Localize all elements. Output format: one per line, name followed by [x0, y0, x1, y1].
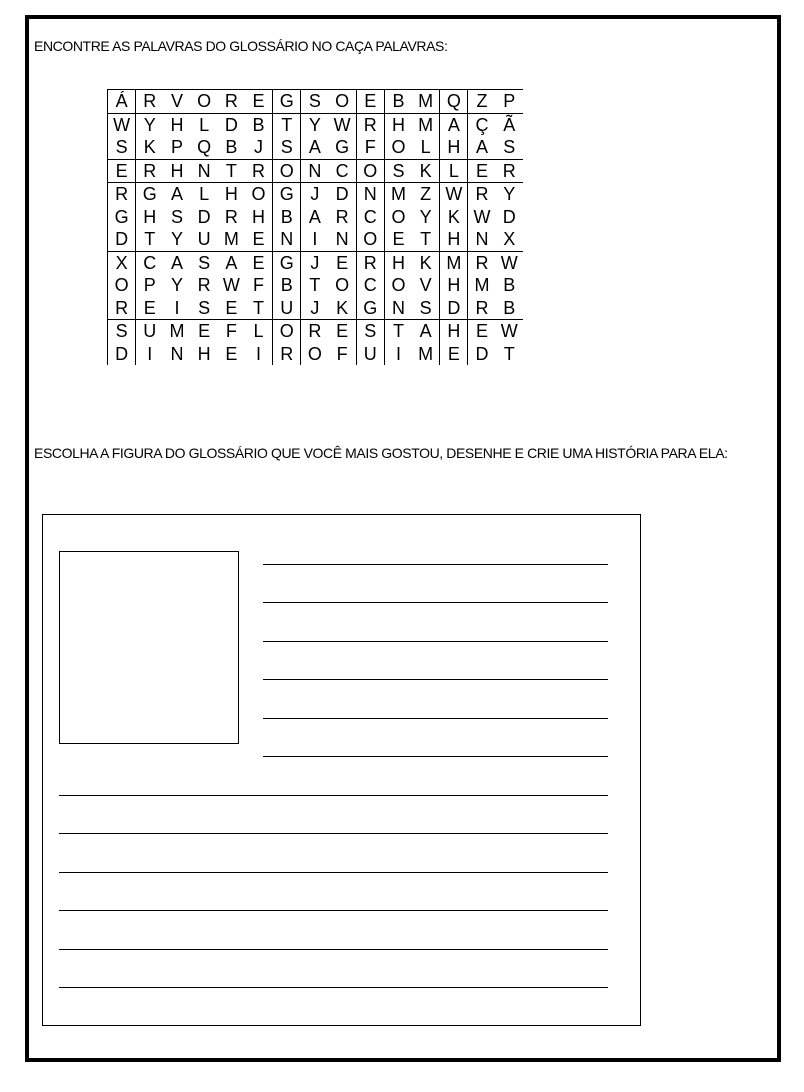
grid-letter[interactable]: R: [108, 297, 136, 320]
grid-letter[interactable]: W: [329, 113, 357, 136]
grid-letter[interactable]: V: [419, 275, 432, 296]
grid-letter[interactable]: D: [502, 206, 516, 227]
grid-letter[interactable]: M: [223, 229, 239, 250]
grid-letter[interactable]: H: [440, 136, 468, 159]
grid-letter[interactable]: E: [191, 320, 218, 343]
grid-letter[interactable]: P: [496, 90, 523, 114]
grid-letter[interactable]: B: [225, 137, 238, 158]
grid-letter[interactable]: E: [329, 251, 357, 274]
grid-letter[interactable]: Y: [170, 229, 183, 250]
grid-letter[interactable]: W: [440, 183, 468, 206]
grid-letter[interactable]: J: [254, 137, 264, 158]
grid-letter[interactable]: H: [440, 320, 468, 343]
grid-letter[interactable]: E: [136, 297, 164, 320]
grid-row: [108, 320, 523, 343]
grid-letter[interactable]: T: [503, 343, 515, 364]
grid-letter[interactable]: M: [412, 113, 440, 136]
grid-letter[interactable]: R: [468, 251, 496, 274]
grid-letter[interactable]: U: [197, 229, 211, 250]
grid-letter[interactable]: F: [356, 136, 384, 159]
grid-letter[interactable]: C: [356, 274, 384, 297]
grid-letter[interactable]: N: [335, 229, 349, 250]
grid-letter[interactable]: M: [163, 320, 190, 343]
grid-letter[interactable]: Q: [440, 90, 468, 114]
grid-row: [108, 274, 523, 297]
writing-line[interactable]: [263, 602, 608, 603]
grid-letter[interactable]: M: [418, 343, 434, 364]
grid-letter[interactable]: R: [136, 159, 164, 183]
grid-letter[interactable]: D: [329, 183, 357, 206]
grid-letter[interactable]: J: [301, 251, 329, 274]
grid-letter[interactable]: L: [440, 159, 468, 183]
grid-letter[interactable]: Á: [108, 90, 136, 114]
grid-letter[interactable]: R: [197, 275, 211, 296]
grid-letter[interactable]: O: [273, 320, 301, 343]
grid-letter[interactable]: F: [218, 320, 245, 343]
grid-letter[interactable]: X: [108, 251, 136, 274]
grid-letter[interactable]: H: [163, 159, 190, 183]
grid-letter[interactable]: W: [222, 275, 240, 296]
grid-letter[interactable]: G: [273, 90, 301, 114]
grid-row: [108, 183, 523, 206]
grid-row: [108, 113, 523, 136]
grid-letter[interactable]: O: [108, 274, 136, 297]
grid-letter[interactable]: O: [301, 343, 329, 366]
grid-letter[interactable]: Ç: [468, 113, 496, 136]
grid-letter[interactable]: A: [218, 251, 245, 274]
grid-letter[interactable]: G: [273, 183, 301, 206]
writing-line[interactable]: [59, 872, 608, 873]
grid-letter[interactable]: H: [440, 228, 468, 251]
grid-letter[interactable]: M: [384, 183, 412, 206]
grid-letter[interactable]: M: [412, 90, 440, 114]
grid-letter[interactable]: S: [170, 206, 183, 227]
writing-line[interactable]: [59, 987, 608, 988]
grid-letter[interactable]: R: [301, 320, 329, 343]
grid-letter[interactable]: S: [384, 159, 412, 183]
grid-letter[interactable]: Y: [170, 275, 183, 296]
writing-line[interactable]: [59, 910, 608, 911]
grid-letter[interactable]: I: [256, 343, 262, 364]
grid-row: [108, 206, 523, 229]
grid-letter[interactable]: J: [301, 297, 329, 320]
grid-letter[interactable]: A: [440, 113, 468, 136]
grid-letter[interactable]: G: [136, 183, 164, 206]
grid-letter[interactable]: T: [136, 228, 164, 251]
grid-letter[interactable]: W: [468, 206, 496, 229]
grid-letter[interactable]: T: [420, 229, 432, 250]
writing-line[interactable]: [263, 756, 608, 757]
grid-letter[interactable]: S: [191, 251, 218, 274]
grid-letter[interactable]: T: [384, 320, 412, 343]
grid-letter[interactable]: O: [356, 159, 384, 183]
grid-letter[interactable]: D: [468, 343, 496, 366]
grid-letter[interactable]: R: [218, 90, 245, 114]
grid-letter[interactable]: R: [245, 159, 273, 183]
grid-letter[interactable]: E: [245, 90, 273, 114]
grid-letter[interactable]: S: [108, 136, 136, 159]
writing-line[interactable]: [263, 679, 608, 680]
grid-letter[interactable]: Z: [468, 90, 496, 114]
grid-letter[interactable]: D: [440, 297, 468, 320]
grid-letter[interactable]: O: [356, 228, 384, 251]
grid-letter[interactable]: A: [163, 251, 190, 274]
grid-letter[interactable]: O: [329, 90, 357, 114]
grid-letter[interactable]: D: [197, 206, 211, 227]
grid-letter[interactable]: B: [503, 297, 516, 318]
grid-letter[interactable]: E: [384, 228, 412, 251]
grid-row: [108, 228, 523, 251]
grid-letter[interactable]: U: [273, 297, 301, 320]
grid-letter[interactable]: E: [108, 159, 136, 183]
grid-letter[interactable]: R: [136, 90, 164, 114]
grid-letter[interactable]: A: [468, 136, 496, 159]
grid-letter[interactable]: X: [503, 229, 516, 250]
grid-letter[interactable]: Y: [301, 113, 329, 136]
grid-row: [108, 90, 523, 114]
grid-letter[interactable]: Q: [197, 137, 212, 158]
grid-letter[interactable]: P: [170, 137, 183, 158]
grid-letter[interactable]: T: [253, 297, 265, 318]
grid-letter[interactable]: F: [253, 275, 265, 296]
grid-letter[interactable]: N: [273, 228, 301, 251]
grid-row: [108, 136, 523, 159]
grid-letter[interactable]: V: [163, 90, 190, 114]
writing-line[interactable]: [59, 949, 608, 950]
grid-letter[interactable]: E: [329, 320, 357, 343]
grid-letter[interactable]: M: [440, 251, 468, 274]
grid-letter[interactable]: A: [301, 136, 329, 159]
grid-letter[interactable]: M: [468, 274, 496, 297]
grid-letter[interactable]: B: [273, 274, 301, 297]
writing-line[interactable]: [59, 795, 608, 796]
grid-letter[interactable]: J: [301, 183, 329, 206]
grid-letter[interactable]: G: [108, 206, 136, 229]
grid-letter[interactable]: L: [191, 183, 218, 206]
grid-letter[interactable]: H: [440, 274, 468, 297]
grid-letter[interactable]: H: [384, 251, 412, 274]
grid-letter[interactable]: W: [108, 113, 136, 136]
grid-letter[interactable]: O: [384, 136, 412, 159]
grid-letter[interactable]: C: [356, 206, 384, 229]
grid-letter[interactable]: N: [170, 343, 184, 364]
grid-letter[interactable]: D: [108, 228, 136, 251]
grid-letter[interactable]: R: [468, 297, 496, 320]
grid-letter[interactable]: Z: [412, 183, 440, 206]
grid-letter[interactable]: R: [224, 206, 238, 227]
grid-letter[interactable]: L: [191, 113, 218, 136]
grid-letter[interactable]: Ã: [496, 113, 523, 136]
grid-letter[interactable]: B: [503, 275, 516, 296]
story-instruction: ESCOLHA A FIGURA DO GLOSSÁRIO QUE VOCÊ MAIS GOSTOU, DESENHE E CRIE UMA HISTÓRIA PARA ELA:: [34, 445, 728, 461]
writing-line[interactable]: [263, 718, 608, 719]
grid-letter[interactable]: Y: [496, 183, 523, 206]
writing-line[interactable]: [59, 833, 608, 834]
grid-letter[interactable]: Y: [419, 206, 432, 227]
grid-letter[interactable]: H: [252, 206, 266, 227]
writing-line[interactable]: [263, 641, 608, 642]
grid-letter[interactable]: E: [252, 229, 265, 250]
grid-letter[interactable]: E: [225, 343, 238, 364]
grid-letter[interactable]: G: [356, 297, 384, 320]
grid-letter[interactable]: G: [273, 251, 301, 274]
grid-letter[interactable]: O: [335, 275, 350, 296]
grid-letter[interactable]: B: [273, 206, 301, 229]
grid-letter[interactable]: N: [301, 159, 329, 183]
grid-letter[interactable]: O: [384, 206, 412, 229]
grid-letter[interactable]: W: [496, 320, 523, 343]
grid-letter[interactable]: S: [419, 297, 432, 318]
grid-letter[interactable]: H: [197, 343, 211, 364]
grid-letter[interactable]: E: [245, 251, 273, 274]
grid-letter[interactable]: K: [136, 136, 164, 159]
grid-letter[interactable]: E: [225, 297, 238, 318]
grid-letter[interactable]: S: [198, 297, 211, 318]
grid-letter[interactable]: T: [301, 274, 329, 297]
grid-letter[interactable]: T: [218, 159, 245, 183]
grid-letter[interactable]: K: [336, 297, 349, 318]
grid-letter[interactable]: R: [468, 183, 496, 206]
grid-letter[interactable]: I: [301, 228, 329, 251]
grid-letter[interactable]: E: [468, 159, 496, 183]
grid-letter[interactable]: L: [420, 137, 431, 158]
grid-letter[interactable]: N: [191, 159, 218, 183]
grid-letter[interactable]: O: [384, 274, 412, 297]
grid-letter[interactable]: K: [412, 159, 440, 183]
grid-row: [108, 297, 523, 320]
grid-letter[interactable]: O: [273, 159, 301, 183]
grid-letter[interactable]: N: [468, 228, 496, 251]
grid-letter[interactable]: B: [245, 113, 273, 136]
word-search-instruction: ENCONTRE AS PALAVRAS DO GLOSSÁRIO NO CAÇA PALAVRAS:: [34, 38, 448, 54]
grid-letter[interactable]: E: [356, 90, 384, 114]
grid-letter[interactable]: A: [163, 183, 190, 206]
grid-letter[interactable]: C: [136, 251, 164, 274]
grid-letter[interactable]: R: [356, 251, 384, 274]
grid-letter[interactable]: S: [273, 136, 301, 159]
grid-letter[interactable]: S: [503, 137, 516, 158]
grid-letter[interactable]: E: [440, 343, 468, 366]
grid-letter[interactable]: F: [336, 343, 348, 364]
grid-letter[interactable]: L: [245, 320, 273, 343]
drawing-frame[interactable]: [59, 551, 239, 744]
grid-letter[interactable]: R: [356, 113, 384, 136]
grid-letter[interactable]: P: [136, 274, 164, 297]
grid-letter[interactable]: A: [301, 206, 329, 229]
grid-letter[interactable]: U: [136, 320, 164, 343]
grid-letter[interactable]: O: [245, 183, 273, 206]
grid-letter[interactable]: O: [191, 90, 218, 114]
grid-letter[interactable]: Y: [136, 113, 164, 136]
grid-letter[interactable]: H: [163, 113, 190, 136]
grid-letter[interactable]: D: [218, 113, 245, 136]
grid-letter[interactable]: W: [496, 251, 523, 274]
grid-letter[interactable]: R: [108, 183, 136, 206]
grid-letter[interactable]: H: [136, 206, 164, 229]
grid-letter[interactable]: T: [273, 113, 301, 136]
grid-row: [108, 159, 523, 183]
grid-letter[interactable]: S: [301, 90, 329, 114]
grid-letter[interactable]: U: [356, 343, 384, 366]
word-search-grid: [107, 89, 523, 365]
grid-letter[interactable]: A: [412, 320, 440, 343]
grid-letter[interactable]: I: [384, 343, 412, 366]
grid-letter[interactable]: E: [468, 320, 496, 343]
grid-letter[interactable]: R: [496, 159, 523, 183]
grid-letter[interactable]: H: [384, 113, 412, 136]
grid-row: [108, 343, 523, 366]
grid-letter[interactable]: B: [384, 90, 412, 114]
grid-letter[interactable]: K: [440, 206, 468, 229]
grid-letter[interactable]: S: [108, 320, 136, 343]
grid-letter[interactable]: H: [218, 183, 245, 206]
writing-line[interactable]: [263, 564, 608, 565]
grid-letter[interactable]: N: [384, 297, 412, 320]
grid-letter[interactable]: K: [412, 251, 440, 274]
grid-letter[interactable]: D: [108, 343, 136, 366]
grid-letter[interactable]: I: [136, 343, 164, 366]
grid-letter[interactable]: I: [174, 297, 180, 318]
grid-row: [108, 251, 523, 274]
grid-letter[interactable]: R: [273, 343, 301, 366]
grid-letter[interactable]: G: [335, 137, 350, 158]
grid-letter[interactable]: N: [356, 183, 384, 206]
grid-letter[interactable]: R: [335, 206, 349, 227]
grid-letter[interactable]: S: [356, 320, 384, 343]
grid-letter[interactable]: C: [329, 159, 357, 183]
